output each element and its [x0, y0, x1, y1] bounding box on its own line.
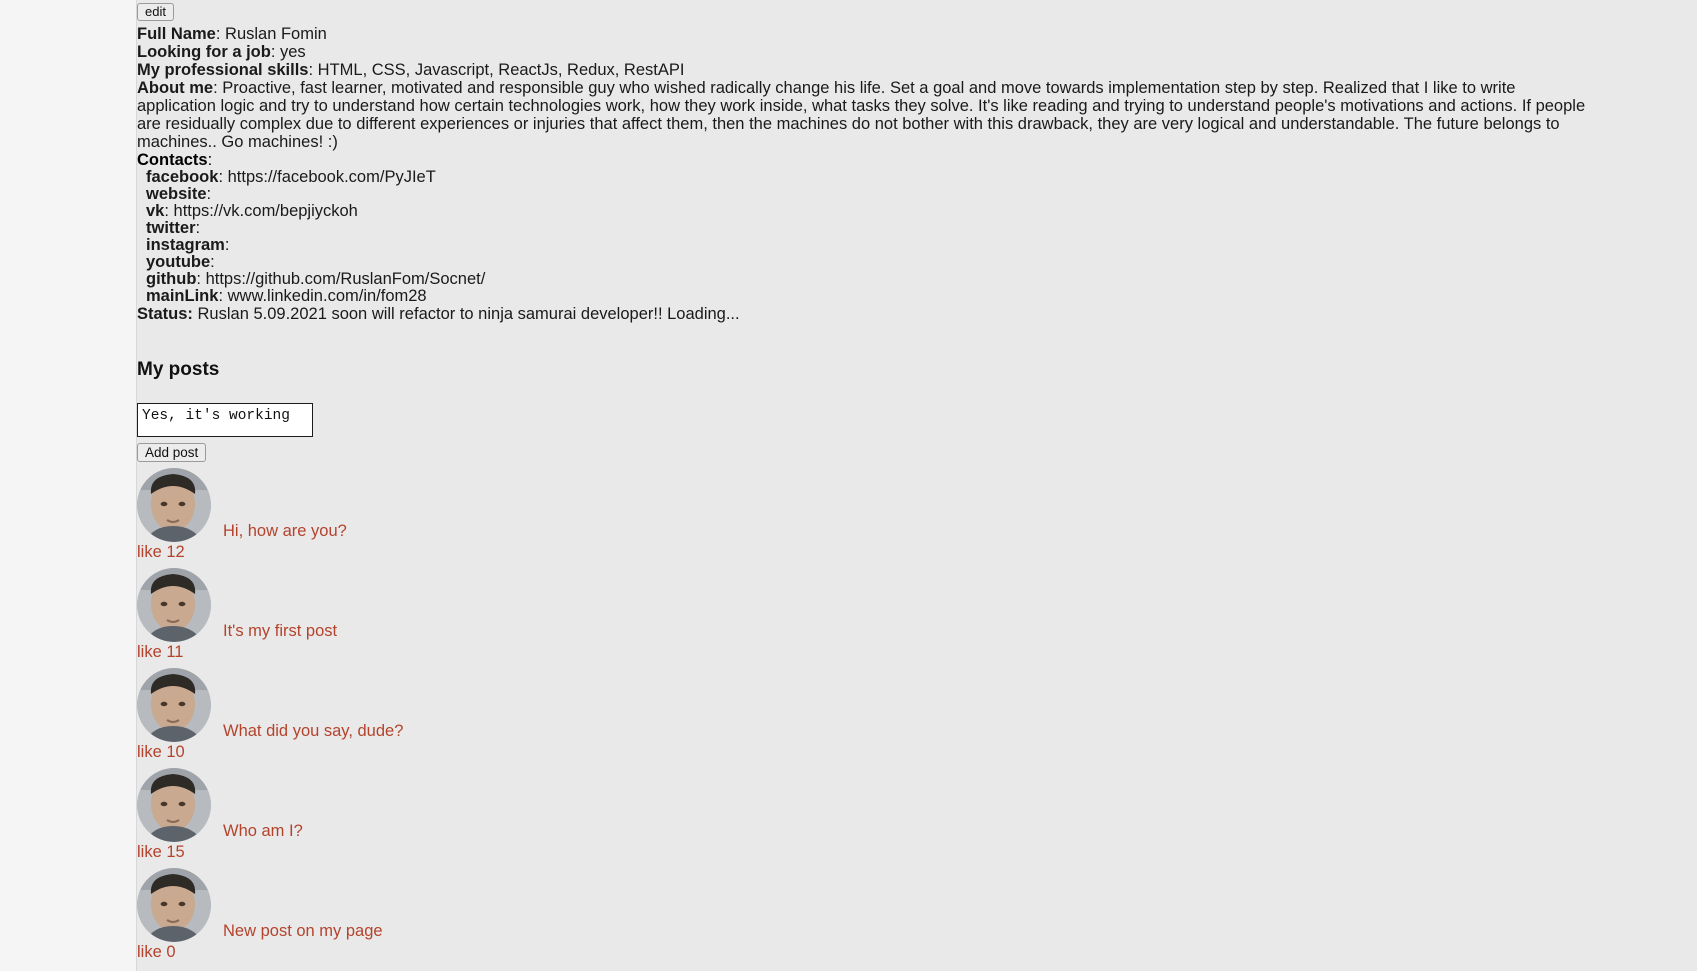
avatar: [137, 468, 211, 542]
status-value[interactable]: Ruslan 5.09.2021 soon will refactor to ninja samurai developer!! Loading...: [197, 305, 740, 323]
post-text: It's my first post: [223, 622, 338, 640]
profile-field-about-value: Proactive, fast learner, motivated and responsible guy who wished radically change his life. Set a goal and move towards implementation step by step. Realized that I like to write application logic and try to understand how certain technologies work, how they work inside, what tasks they solve. It's like reading and trying to understand people's motivations and actions. If people are residually complex due to different experiences or injuries that affect them, then the machines do not bother with this drawback, they are very logical and understandable. The future belongs to machines.. Go machines! :): [137, 79, 1586, 151]
avatar: [137, 668, 211, 742]
contact-label-instagram: instagram: [146, 236, 225, 254]
profile-field-about: [137, 79, 1592, 151]
post-main: [137, 768, 1697, 842]
like-label: like: [137, 643, 162, 661]
profile-field-fullname: [137, 25, 1697, 43]
post-item: [137, 568, 1697, 662]
contact-row-twitter: [137, 220, 1697, 237]
like-count: 12: [166, 543, 185, 561]
my-posts-title: My posts: [137, 359, 220, 380]
colon: :: [196, 270, 206, 288]
post-main: [137, 868, 1697, 942]
post-main: [137, 468, 1697, 542]
profile-content: [137, 0, 1697, 971]
profile-field-lookingforajob-label: Looking for a job: [137, 43, 271, 61]
post-main: [137, 668, 1697, 742]
contact-row-vk: [137, 203, 1697, 220]
new-post-input[interactable]: [137, 403, 313, 437]
like-row[interactable]: [137, 742, 1697, 762]
post-item: [137, 868, 1697, 962]
profile-field-about-label: About me: [137, 79, 214, 97]
post-text: Hi, how are you?: [223, 522, 347, 540]
colon: :: [213, 79, 223, 97]
contact-row-github: [137, 271, 1697, 288]
avatar: [137, 868, 211, 942]
colon: :: [224, 236, 230, 254]
colon: :: [218, 168, 228, 186]
colon: :: [215, 25, 226, 43]
like-count: 10: [166, 743, 185, 761]
colon: :: [308, 61, 318, 79]
profile-field-fullname-label: Full Name: [137, 25, 216, 43]
like-label: like: [137, 843, 162, 861]
like-row[interactable]: [137, 942, 1697, 962]
colon: :: [207, 151, 213, 169]
post-text: Who am I?: [223, 822, 303, 840]
colon: :: [218, 287, 228, 305]
post-text: New post on my page: [223, 922, 383, 940]
post-item: [137, 768, 1697, 862]
post-main: [137, 568, 1697, 642]
like-count: 0: [166, 943, 176, 961]
avatar: [137, 768, 211, 842]
add-post-button[interactable]: Add post: [137, 443, 206, 462]
profile-field-skills-label: My professional skills: [137, 61, 309, 79]
contact-label-mainlink: mainLink: [146, 287, 219, 305]
contact-value-github[interactable]: https://github.com/RuslanFom/Socnet/: [205, 270, 486, 288]
colon: :: [164, 202, 174, 220]
like-count: 11: [166, 643, 184, 661]
colon: :: [270, 43, 280, 61]
colon: :: [206, 185, 212, 203]
left-rail: [0, 0, 137, 971]
post-item: [137, 668, 1697, 762]
contact-label-youtube: youtube: [146, 253, 211, 271]
contacts-heading: [137, 151, 1697, 169]
profile-field-lookingforajob-value: yes: [280, 43, 306, 61]
colon: :: [195, 219, 201, 237]
post-text: What did you say, dude?: [223, 722, 404, 740]
profile-field-skills-value: HTML, CSS, Javascript, ReactJs, Redux, RestAPI: [317, 61, 685, 79]
contact-value-facebook[interactable]: https://facebook.com/PyJIeT: [227, 168, 436, 186]
edit-profile-button[interactable]: edit: [137, 3, 174, 21]
contacts-heading-label: Contacts: [137, 151, 208, 169]
contact-label-twitter: twitter: [146, 219, 196, 237]
like-row[interactable]: [137, 542, 1697, 562]
status-row: [137, 305, 1697, 323]
like-count: 15: [166, 843, 185, 861]
contact-label-github: github: [146, 270, 197, 288]
contact-label-facebook: facebook: [146, 168, 219, 186]
contact-label-website: website: [146, 185, 207, 203]
like-row[interactable]: [137, 642, 1697, 662]
profile-field-skills: [137, 61, 1697, 79]
status-label: Status:: [137, 305, 193, 323]
like-row[interactable]: [137, 842, 1697, 862]
like-label: like: [137, 743, 162, 761]
profile-field-lookingforajob: [137, 43, 1697, 61]
contact-row-mainlink: [137, 288, 1697, 305]
like-label: like: [137, 543, 162, 561]
contact-row-instagram: [137, 237, 1697, 254]
contact-label-vk: vk: [146, 202, 165, 220]
contact-row-facebook: [137, 169, 1697, 186]
like-label: like: [137, 943, 162, 961]
contact-row-website: [137, 186, 1697, 203]
avatar: [137, 568, 211, 642]
contact-value-vk[interactable]: https://vk.com/bepjiyckoh: [173, 202, 358, 220]
colon: :: [210, 253, 215, 271]
profile-field-fullname-value: Ruslan Fomin: [225, 25, 327, 43]
contact-row-youtube: [137, 254, 1697, 271]
contact-value-mainlink[interactable]: www.linkedin.com/in/fom28: [227, 287, 427, 305]
post-item: [137, 468, 1697, 562]
